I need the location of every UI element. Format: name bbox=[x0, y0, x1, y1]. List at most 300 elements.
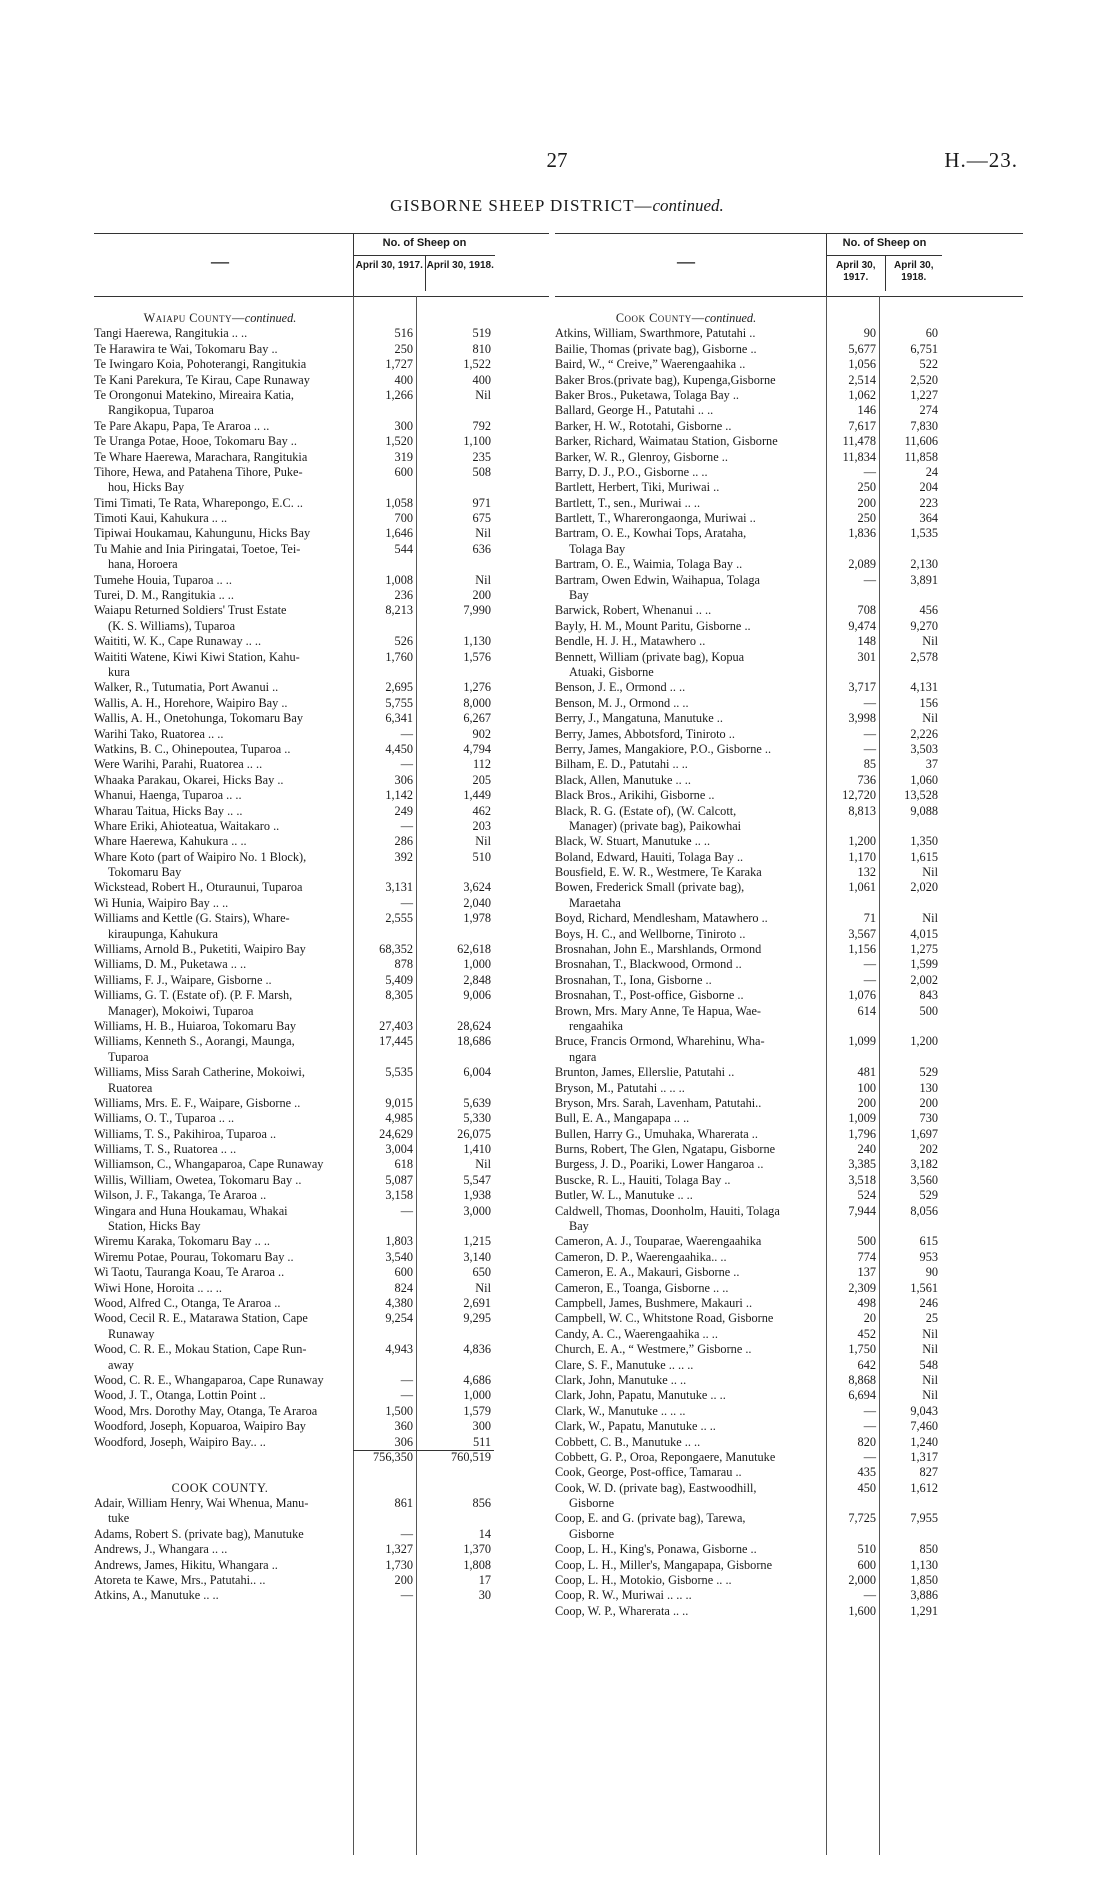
table-row bbox=[94, 573, 549, 588]
owner-entry: Benson, J. E., Ormond .. .. bbox=[555, 680, 686, 695]
sheep-1917: 8,213 bbox=[385, 603, 413, 618]
table-row bbox=[94, 1204, 549, 1219]
sheep-1917: 618 bbox=[394, 1157, 413, 1172]
sheep-1918: 17 bbox=[478, 1573, 491, 1588]
sheep-1917: 1,750 bbox=[848, 1342, 876, 1357]
owner-entry: Berry, J., Mangatuna, Manutuke .. bbox=[555, 711, 723, 726]
owner-entry: Wiremu Potae, Pourau, Tokomaru Bay .. bbox=[94, 1249, 294, 1264]
owner-entry: Bartlett, Herbert, Tiki, Muriwai .. bbox=[555, 480, 720, 495]
sheep-1917: 200 bbox=[394, 1573, 413, 1588]
sheep-1918: 1,938 bbox=[463, 1188, 491, 1203]
sheep-1917: 614 bbox=[857, 1003, 876, 1018]
table-row bbox=[94, 496, 549, 511]
table-row bbox=[94, 1250, 549, 1265]
sheep-1917: — bbox=[863, 695, 876, 710]
entry-continuation bbox=[555, 1050, 1023, 1065]
sheep-1918: 511 bbox=[473, 1434, 491, 1449]
entry-continuation bbox=[94, 1004, 549, 1019]
sheep-1917: 2,555 bbox=[385, 911, 413, 926]
sheep-1917: 774 bbox=[857, 1249, 876, 1264]
owner-entry: Andrews, James, Hikitu, Whangara .. bbox=[94, 1557, 278, 1572]
table-row bbox=[94, 1342, 549, 1357]
owner-entry: Te Orongonui Matekino, Mireaira Katia, bbox=[94, 387, 294, 402]
table-row bbox=[94, 711, 549, 726]
sheep-1917: 132 bbox=[857, 865, 876, 880]
sheep-1917: 8,868 bbox=[848, 1372, 876, 1387]
table-row bbox=[94, 511, 549, 526]
sheep-1917: — bbox=[863, 726, 876, 741]
table-row bbox=[94, 1435, 549, 1450]
entry-continuation bbox=[555, 896, 1023, 911]
owner-entry: Bennett, William (private bag), Kopua bbox=[555, 649, 745, 664]
sheep-1918: 1,561 bbox=[910, 1280, 938, 1295]
sheep-1918: 300 bbox=[472, 1419, 491, 1434]
owner-entry: Boland, Edward, Hauiti, Tolaga Bay .. bbox=[555, 849, 744, 864]
sheep-1918: 1,317 bbox=[910, 1449, 938, 1464]
sheep-1917: 24,629 bbox=[379, 1126, 413, 1141]
sheep-1917: 286 bbox=[394, 834, 413, 849]
owner-entry: Williams, Kenneth S., Aorangi, Maunga, bbox=[94, 1034, 295, 1049]
sheep-1918: 2,848 bbox=[463, 972, 491, 987]
sheep-1918: 1,522 bbox=[463, 357, 491, 372]
table-row bbox=[555, 1157, 1023, 1172]
sheep-1918: 1,350 bbox=[910, 834, 938, 849]
owner-entry: Brosnahan, T., Iona, Gisborne .. bbox=[555, 972, 712, 987]
owner-entry: Woodford, Joseph, Kopuaroa, Waipiro Bay bbox=[94, 1419, 306, 1434]
owner-entry: Maraetaha bbox=[569, 895, 621, 910]
sheep-1917: 1,600 bbox=[848, 1603, 876, 1618]
sheep-1918: 1,615 bbox=[910, 849, 938, 864]
sheep-1918: 1,808 bbox=[463, 1557, 491, 1572]
table-row bbox=[94, 1096, 549, 1111]
sheep-1917: 1,056 bbox=[848, 357, 876, 372]
sheep-1918: Nil bbox=[922, 1388, 938, 1403]
owner-entry: Wood, Mrs. Dorothy May, Otanga, Te Araroa bbox=[94, 1403, 318, 1418]
table-row bbox=[94, 326, 549, 341]
table-row bbox=[94, 603, 549, 618]
table-row bbox=[555, 1296, 1023, 1311]
owner-entry: Cameron, E., Toanga, Gisborne .. .. bbox=[555, 1280, 729, 1295]
owner-entry: Whare Koto (part of Waipiro No. 1 Block), bbox=[94, 849, 307, 864]
sheep-1917: 300 bbox=[394, 418, 413, 433]
owner-entry: Clark, W., Manutuke .. .. .. bbox=[555, 1403, 686, 1418]
sheep-1917: — bbox=[400, 818, 413, 833]
owner-entry: Burgess, J. D., Poariki, Lower Hangaroa .. bbox=[555, 1157, 764, 1172]
table-row bbox=[94, 1127, 549, 1142]
sheep-1917: — bbox=[400, 1526, 413, 1541]
spacer-row bbox=[94, 1465, 549, 1480]
owner-entry: Bull, E. A., Mangapapa .. .. bbox=[555, 1111, 690, 1126]
owner-entry: Cook, George, Post-office, Tamarau .. bbox=[555, 1465, 742, 1480]
sheep-1918: 1,599 bbox=[910, 957, 938, 972]
table-row bbox=[555, 1542, 1023, 1557]
sheep-1917: 1,836 bbox=[848, 526, 876, 541]
sheep-1917: 3,717 bbox=[848, 680, 876, 695]
owner-entry: Tuparoa bbox=[108, 1049, 149, 1064]
sheep-1918: 204 bbox=[919, 480, 938, 495]
sheep-1917: 600 bbox=[394, 464, 413, 479]
sheep-1917: 450 bbox=[857, 1480, 876, 1495]
owner-entry: Tolaga Bay bbox=[569, 541, 626, 556]
sheep-1918: 274 bbox=[919, 403, 938, 418]
sheep-1918: 18,686 bbox=[457, 1034, 491, 1049]
table-row bbox=[555, 1604, 1023, 1619]
table-row bbox=[94, 1388, 549, 1403]
sheep-1918: Nil bbox=[475, 572, 491, 587]
table-row bbox=[555, 1450, 1023, 1465]
total-row bbox=[94, 1450, 549, 1465]
owner-entry: Tangi Haerewa, Rangitukia .. .. bbox=[94, 326, 248, 341]
sheep-1917: 2,309 bbox=[848, 1280, 876, 1295]
table-row bbox=[555, 357, 1023, 372]
sheep-1918: 90 bbox=[925, 1265, 938, 1280]
table-body bbox=[555, 311, 1023, 1619]
sheep-1918: 1,130 bbox=[910, 1557, 938, 1572]
table-row bbox=[94, 988, 549, 1003]
owner-entry: Campbell, W. C., Whitstone Road, Gisborne bbox=[555, 1311, 774, 1326]
sheep-1918: 2,691 bbox=[463, 1296, 491, 1310]
table-row bbox=[555, 634, 1023, 649]
table-row bbox=[94, 1588, 549, 1603]
sheep-1918: Nil bbox=[475, 387, 491, 402]
owner-entry: Williams, Miss Sarah Catherine, Mokoiwi, bbox=[94, 1065, 305, 1080]
owner-entry: Atuaki, Gisborne bbox=[569, 664, 654, 679]
left-table bbox=[94, 233, 549, 1855]
sheep-1917: 137 bbox=[857, 1265, 876, 1280]
county-name: Cook County— bbox=[615, 311, 705, 325]
table-body bbox=[94, 311, 549, 1604]
table-row bbox=[555, 773, 1023, 788]
entry-continuation bbox=[94, 1219, 549, 1234]
sheep-1918: 850 bbox=[919, 1542, 938, 1557]
county-heading bbox=[94, 1481, 346, 1496]
owner-entry: Cameron, D. P., Waerengaahika.. .. bbox=[555, 1249, 727, 1264]
table-row bbox=[94, 850, 549, 865]
sheep-1917: 600 bbox=[394, 1265, 413, 1280]
sheep-1917: 1,156 bbox=[848, 942, 876, 957]
sheep-1917: — bbox=[400, 726, 413, 741]
sheep-1918: 843 bbox=[919, 988, 938, 1003]
sheep-1918: 1,535 bbox=[910, 526, 938, 541]
owner-entry: Willis, William, Owetea, Tokomaru Bay .. bbox=[94, 1172, 302, 1187]
sheep-1918: 1,576 bbox=[463, 649, 491, 664]
sheep-1918: 400 bbox=[472, 372, 491, 387]
sheep-1917: 5,087 bbox=[385, 1172, 413, 1187]
sheep-1917: 4,943 bbox=[385, 1342, 413, 1357]
sheep-1918: 223 bbox=[919, 495, 938, 510]
table-row bbox=[555, 865, 1023, 880]
owner-entry: Caldwell, Thomas, Doonholm, Hauiti, Tolaga bbox=[555, 1203, 780, 1218]
owner-entry: Berry, James, Mangakiore, P.O., Gisborne .. bbox=[555, 741, 772, 756]
sheep-1917: 1,760 bbox=[385, 649, 413, 664]
sheep-1918: 9,006 bbox=[463, 988, 491, 1003]
owner-entry: Cobbett, G. P., Oroa, Repongaere, Manutuke bbox=[555, 1449, 776, 1464]
owner-entry: rengaahika bbox=[569, 1018, 623, 1033]
sheep-1918: 615 bbox=[919, 1234, 938, 1249]
sheep-1918: 112 bbox=[473, 757, 491, 772]
sheep-1918: 200 bbox=[472, 588, 491, 603]
sheep-1918: 11,606 bbox=[904, 434, 938, 449]
table-row bbox=[555, 942, 1023, 957]
owner-entry: Walker, R., Tutumatia, Port Awanui .. bbox=[94, 680, 279, 695]
table-row bbox=[94, 450, 549, 465]
table-row bbox=[94, 526, 549, 541]
owner-entry: Brosnahan, John E., Marshlands, Ormond bbox=[555, 942, 762, 957]
title-suffix: continued. bbox=[652, 196, 724, 215]
owner-entry: Candy, A. C., Waerengaahika .. .. bbox=[555, 1326, 718, 1341]
owner-entry: Tokomaru Bay bbox=[108, 865, 182, 880]
owner-entry: Williams, H. B., Huiaroa, Tokomaru Bay bbox=[94, 1018, 296, 1033]
table-row bbox=[94, 342, 549, 357]
owner-entry: Te Iwingaro Koia, Pohoterangi, Rangitukia bbox=[94, 357, 307, 372]
sheep-1917: 526 bbox=[394, 634, 413, 649]
table-row bbox=[555, 742, 1023, 757]
sheep-1917: 1,200 bbox=[848, 834, 876, 849]
sheep-1917: 249 bbox=[394, 803, 413, 818]
table-row bbox=[555, 496, 1023, 511]
owner-entry: Adair, William Henry, Wai Whenua, Manu- bbox=[94, 1496, 309, 1511]
owner-entry: Coop, L. H., Miller's, Mangapapa, Gisborne bbox=[555, 1557, 773, 1572]
sheep-1917: 5,535 bbox=[385, 1065, 413, 1080]
sheep-1918: 2,130 bbox=[910, 557, 938, 572]
year-1917-header: April 30, 1917. bbox=[836, 260, 876, 283]
sheep-1917: 3,131 bbox=[385, 880, 413, 895]
table-row bbox=[555, 1327, 1023, 1342]
table-row bbox=[555, 911, 1023, 926]
table-row bbox=[94, 880, 549, 895]
sheep-1918: 3,182 bbox=[910, 1157, 938, 1172]
owner-entry: Bousfield, E. W. R., Westmere, Te Karaka bbox=[555, 865, 762, 880]
sheep-1917: 1,076 bbox=[848, 988, 876, 1003]
sheep-1918: 8,056 bbox=[910, 1203, 938, 1218]
sheep-1918: 508 bbox=[472, 464, 491, 479]
sheep-1918: 4,794 bbox=[463, 741, 491, 756]
owner-entry: Benson, M. J., Ormond .. .. bbox=[555, 695, 689, 710]
sheep-1917: 5,409 bbox=[385, 972, 413, 987]
owner-entry: Wallis, A. H., Onetohunga, Tokomaru Bay bbox=[94, 711, 303, 726]
owner-entry: Baker Bros.(private bag), Kupenga,Gisborne bbox=[555, 372, 776, 387]
owner-entry: Williamson, C., Whangaparoa, Cape Runaway bbox=[94, 1157, 324, 1172]
sheep-1917: 1,008 bbox=[385, 572, 413, 587]
table-row bbox=[555, 804, 1023, 819]
sheep-1917: 236 bbox=[394, 588, 413, 603]
entry-continuation bbox=[94, 403, 549, 418]
sheep-1917: 1,727 bbox=[385, 357, 413, 372]
year-1918-header: April 30, 1918. bbox=[885, 255, 943, 291]
table-row bbox=[94, 1034, 549, 1049]
table-row bbox=[94, 742, 549, 757]
sheep-1918: Nil bbox=[922, 865, 938, 880]
owner-entry: Waititi Watene, Kiwi Kiwi Station, Kahu- bbox=[94, 649, 300, 664]
sheep-1918: 1,410 bbox=[463, 1142, 491, 1157]
sheep-1918: 2,040 bbox=[463, 895, 491, 910]
sheep-1918: 1,000 bbox=[463, 1388, 491, 1403]
sheep-1918: 2,520 bbox=[910, 372, 938, 387]
sheep-1918: 3,000 bbox=[463, 1203, 491, 1218]
owner-entry: Adams, Robert S. (private bag), Manutuke bbox=[94, 1526, 304, 1541]
sheep-1918: 529 bbox=[919, 1188, 938, 1203]
sheep-1917: — bbox=[863, 1588, 876, 1603]
owner-entry: Boys, H. C., and Wellborne, Tiniroto .. bbox=[555, 926, 746, 941]
table-row bbox=[94, 757, 549, 772]
table-row bbox=[94, 957, 549, 972]
table-row bbox=[94, 1573, 549, 1588]
sheep-1917: 481 bbox=[857, 1065, 876, 1080]
sheep-1918: 202 bbox=[919, 1142, 938, 1157]
table-row bbox=[94, 542, 549, 557]
sheep-1918: 810 bbox=[472, 341, 491, 356]
owner-entry: Timoti Kaui, Kahukura .. .. bbox=[94, 511, 228, 526]
sheep-1917: 1,803 bbox=[385, 1234, 413, 1249]
sheep-1917: 250 bbox=[394, 341, 413, 356]
table-row bbox=[94, 1496, 549, 1511]
sheep-1918: 2,226 bbox=[910, 726, 938, 741]
owner-entry: Wood, J. T., Otanga, Lottin Point .. bbox=[94, 1388, 266, 1403]
sheep-1917: 3,004 bbox=[385, 1142, 413, 1157]
owner-entry: Williams, F. J., Waipare, Gisborne .. bbox=[94, 972, 272, 987]
sheep-1917: 7,725 bbox=[848, 1511, 876, 1526]
table-row bbox=[94, 804, 549, 819]
owner-entry: Buscke, R. L., Hauiti, Tolaga Bay .. bbox=[555, 1172, 731, 1187]
sheep-1918: 364 bbox=[919, 511, 938, 526]
table-row bbox=[94, 357, 549, 372]
sheep-1918: Nil bbox=[475, 1157, 491, 1172]
table-row bbox=[555, 373, 1023, 388]
sheep-1918: 3,886 bbox=[910, 1588, 938, 1603]
sheep-1918: 675 bbox=[472, 511, 491, 526]
table-row bbox=[94, 1311, 549, 1326]
sheep-1917: 1,009 bbox=[848, 1111, 876, 1126]
sheep-1917: 240 bbox=[857, 1142, 876, 1157]
sheep-1918: 1,612 bbox=[910, 1480, 938, 1495]
sheep-1918: 25 bbox=[925, 1311, 938, 1326]
sheep-1918: 9,295 bbox=[463, 1311, 491, 1326]
table-row bbox=[555, 834, 1023, 849]
owner-entry: Black Bros., Arikihi, Gisborne .. bbox=[555, 788, 715, 803]
sheep-1917: 2,695 bbox=[385, 680, 413, 695]
sheep-1917: 3,385 bbox=[848, 1157, 876, 1172]
table-row bbox=[555, 1465, 1023, 1480]
owner-entry: Campbell, James, Bushmere, Makauri .. bbox=[555, 1296, 753, 1310]
sheep-1918: 246 bbox=[919, 1296, 938, 1310]
owner-entry: Bendle, H. J. H., Matawhero .. bbox=[555, 634, 706, 649]
table-row bbox=[555, 1204, 1023, 1219]
owner-entry: Coop, L. H., King's, Ponawa, Gisborne .. bbox=[555, 1542, 757, 1557]
sheep-1917: 3,518 bbox=[848, 1172, 876, 1187]
owner-entry: Wood, Cecil R. E., Matarawa Station, Cape bbox=[94, 1311, 308, 1326]
table-row bbox=[555, 450, 1023, 465]
sheep-1918: 7,990 bbox=[463, 603, 491, 618]
owner-entry: Tu Mahie and Inia Piringatai, Toetoe, Tei- bbox=[94, 541, 301, 556]
sheep-1918: 1,275 bbox=[910, 942, 938, 957]
sheep-1917: 3,540 bbox=[385, 1249, 413, 1264]
sheep-1918: 30 bbox=[478, 1588, 491, 1603]
sheep-1918: 792 bbox=[472, 418, 491, 433]
table-row bbox=[555, 1588, 1023, 1603]
owner-entry: Berry, James, Abbotsford, Tiniroto .. bbox=[555, 726, 735, 741]
sheep-1917: 27,403 bbox=[379, 1018, 413, 1033]
table-row bbox=[555, 1250, 1023, 1265]
table-row bbox=[555, 1234, 1023, 1249]
sheep-1917: — bbox=[863, 972, 876, 987]
sheep-1918: 1,130 bbox=[463, 634, 491, 649]
continued-label: continued. bbox=[704, 311, 757, 325]
sheep-1917: 498 bbox=[857, 1296, 876, 1310]
sheep-1917: — bbox=[863, 1449, 876, 1464]
owner-entry: tuke bbox=[108, 1511, 130, 1526]
sheep-1917: 4,985 bbox=[385, 1111, 413, 1126]
owner-entry: Coop, W. P., Wharerata .. .. bbox=[555, 1603, 689, 1618]
sheep-1917: — bbox=[400, 1203, 413, 1218]
entry-continuation bbox=[555, 1527, 1023, 1542]
table-row bbox=[555, 973, 1023, 988]
table-row bbox=[94, 1542, 549, 1557]
table-row bbox=[555, 680, 1023, 695]
owner-entry: Barker, Richard, Waimatau Station, Gisborne bbox=[555, 434, 778, 449]
sheep-1917: 1,730 bbox=[385, 1557, 413, 1572]
table-row bbox=[555, 1358, 1023, 1373]
title-main: GISBORNE SHEEP DISTRICT— bbox=[390, 196, 653, 215]
owner-entry: Barwick, Robert, Whenanui .. .. bbox=[555, 603, 712, 618]
county-name: COOK COUNTY. bbox=[171, 1480, 269, 1495]
table-row bbox=[555, 1127, 1023, 1142]
owner-entry: Clark, John, Papatu, Manutuke .. .. bbox=[555, 1388, 726, 1403]
sheep-1918: 522 bbox=[919, 357, 938, 372]
table-row bbox=[94, 1019, 549, 1034]
sheep-1918: 529 bbox=[919, 1065, 938, 1080]
owner-entry: Te Harawira te Wai, Tokomaru Bay .. bbox=[94, 341, 278, 356]
entry-continuation bbox=[555, 665, 1023, 680]
sheep-1917: 6,694 bbox=[848, 1388, 876, 1403]
sheep-1917: 878 bbox=[394, 957, 413, 972]
sheep-1918: 902 bbox=[472, 726, 491, 741]
table-row bbox=[94, 434, 549, 449]
sheep-1918: Nil bbox=[922, 711, 938, 726]
table-row bbox=[555, 727, 1023, 742]
owner-entry: Atkins, A., Manutuke .. .. bbox=[94, 1588, 219, 1603]
sheep-1917: 360 bbox=[394, 1419, 413, 1434]
sheep-1917: 7,944 bbox=[848, 1203, 876, 1218]
owner-entry: (K. S. Williams), Tuparoa bbox=[108, 618, 236, 633]
owner-entry: Wilson, J. F., Takanga, Te Araroa .. bbox=[94, 1188, 267, 1203]
table-row bbox=[94, 1296, 549, 1311]
sheep-1918: 28,624 bbox=[457, 1018, 491, 1033]
sheep-1918: 1,100 bbox=[463, 434, 491, 449]
table-row bbox=[555, 573, 1023, 588]
table-row bbox=[94, 373, 549, 388]
table-row bbox=[94, 1404, 549, 1419]
sheep-1918: 2,020 bbox=[910, 880, 938, 895]
table-row bbox=[94, 1265, 549, 1280]
table-row bbox=[94, 896, 549, 911]
owner-entry: Williams, T. S., Ruatorea .. .. bbox=[94, 1142, 237, 1157]
sheep-1917: 1,142 bbox=[385, 788, 413, 803]
owner-entry: Cobbett, C. B., Manutuke .. .. bbox=[555, 1434, 701, 1449]
table-row bbox=[555, 434, 1023, 449]
sheep-1918: 203 bbox=[472, 818, 491, 833]
sheep-1917: 17,445 bbox=[379, 1034, 413, 1049]
sheep-1918: 1,227 bbox=[910, 387, 938, 402]
table-row bbox=[555, 1081, 1023, 1096]
owner-entry: Station, Hicks Bay bbox=[108, 1219, 201, 1234]
sheep-1917: 1,061 bbox=[848, 880, 876, 895]
table-row bbox=[555, 1065, 1023, 1080]
owner-entry: Clark, W., Papatu, Manutuke .. .. bbox=[555, 1419, 716, 1434]
owner-entry: Wood, C. R. E., Whangaparoa, Cape Runaway bbox=[94, 1372, 324, 1387]
owner-entry: Whare Eriki, Ahioteatua, Waitakaro .. bbox=[94, 818, 280, 833]
owner-entry: Wingara and Huna Houkamau, Whakai bbox=[94, 1203, 288, 1218]
sheep-1917: 1,062 bbox=[848, 387, 876, 402]
